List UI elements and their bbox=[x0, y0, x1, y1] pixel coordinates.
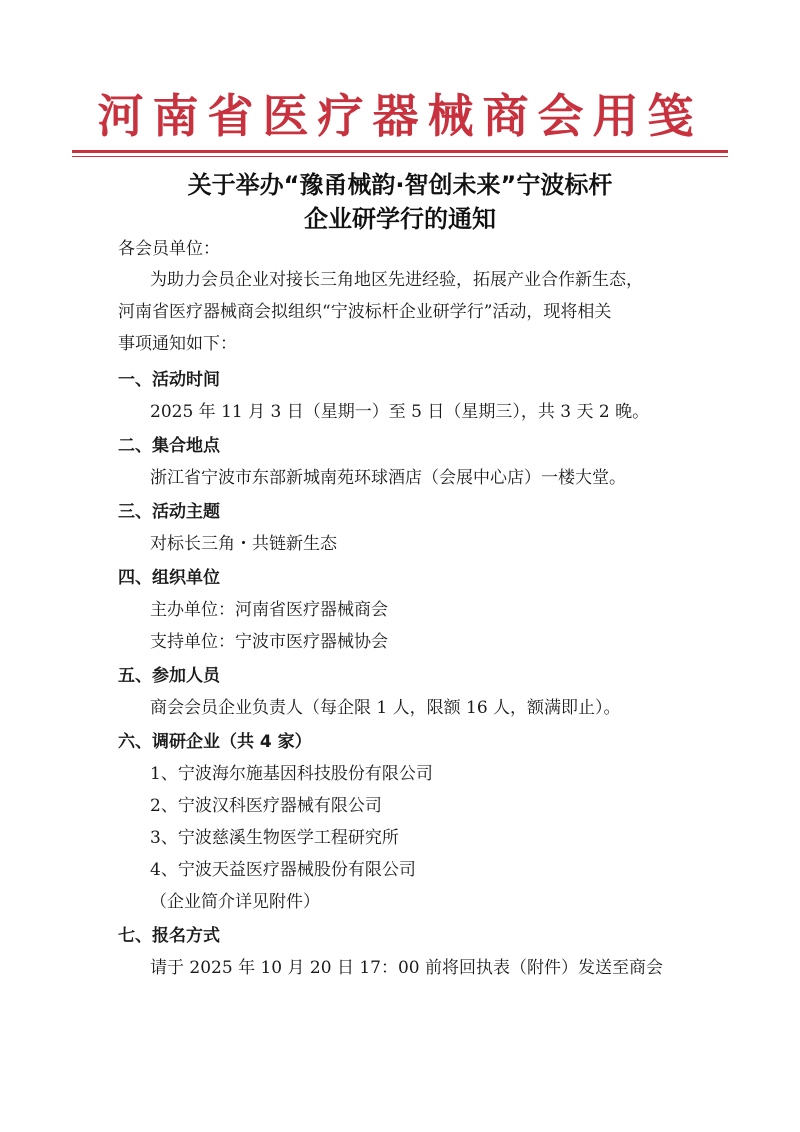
document-title-line-2: 企业研学行的通知 bbox=[304, 205, 496, 233]
company-list-item: 4、宁波天益医疗器械股份有限公司 bbox=[150, 860, 416, 880]
section-location-heading: 二、集合地点 bbox=[118, 436, 220, 456]
section-time-body: 2025 年 11 月 3 日（星期一）至 5 日（星期三），共 3 天 2 晚。 bbox=[150, 402, 650, 422]
section-registration-body: 请于 2025 年 10 月 20 日 17：00 前将回执表（附件）发送至商会 bbox=[150, 958, 664, 978]
letterhead-rule-thin bbox=[72, 156, 728, 157]
company-list-item: 3、宁波慈溪生物医学工程研究所 bbox=[150, 828, 399, 848]
letterhead-title: 河南省医疗器械商会用笺 bbox=[97, 89, 703, 143]
letterhead-rule-thick bbox=[72, 150, 728, 153]
organizer-support: 支持单位：宁波市医疗器械协会 bbox=[150, 632, 388, 652]
section-location-body: 浙江省宁波市东部新城南苑环球酒店（会展中心店）一楼大堂。 bbox=[150, 468, 626, 488]
company-list-item: 2、宁波汉科医疗器械有限公司 bbox=[150, 796, 382, 816]
intro-line-3: 事项通知如下： bbox=[118, 334, 237, 354]
company-list-note: （企业简介详见附件） bbox=[150, 892, 320, 912]
section-time-heading: 一、活动时间 bbox=[118, 370, 220, 390]
section-participants-body: 商会会员企业负责人（每企限 1 人，限额 16 人，额满即止）。 bbox=[150, 698, 621, 718]
intro-line-2: 河南省医疗器械商会拟组织“宁波标杆企业研学行”活动，现将相关 bbox=[118, 302, 612, 322]
section-organizers-heading: 四、组织单位 bbox=[118, 568, 220, 588]
section-registration-heading: 七、报名方式 bbox=[118, 926, 220, 946]
company-list-item: 1、宁波海尔施基因科技股份有限公司 bbox=[150, 764, 433, 784]
salutation: 各会员单位： bbox=[118, 239, 220, 259]
section-theme-heading: 三、活动主题 bbox=[118, 502, 220, 522]
section-companies-heading: 六、调研企业（共 4 家） bbox=[118, 732, 312, 752]
organizer-host: 主办单位：河南省医疗器械商会 bbox=[150, 600, 388, 620]
intro-line-1: 为助力会员企业对接长三角地区先进经验，拓展产业合作新生态， bbox=[150, 270, 643, 290]
section-participants-heading: 五、参加人员 bbox=[118, 666, 220, 686]
document-title-line-1: 关于举办“豫甬械韵·智创未来”宁波标杆 bbox=[187, 171, 613, 199]
section-theme-body: 对标长三角・共链新生态 bbox=[150, 534, 337, 554]
